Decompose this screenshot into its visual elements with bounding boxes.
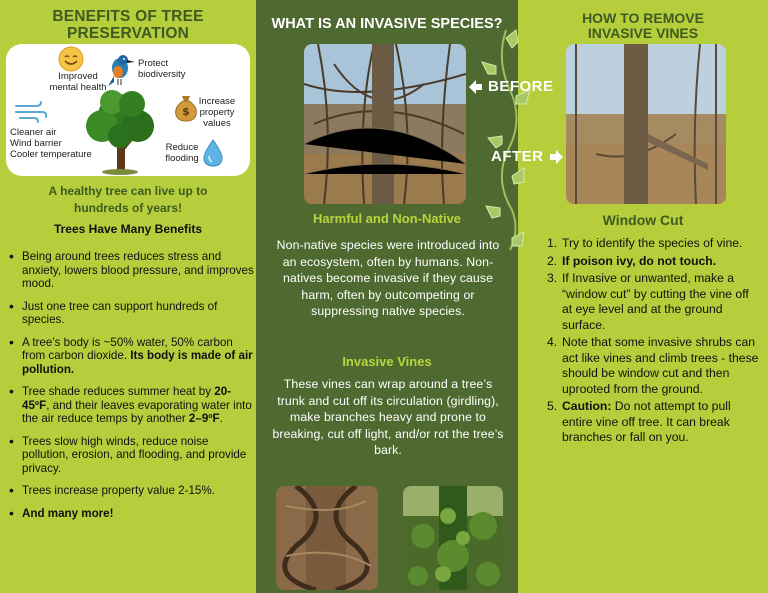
invasive-vines-subheading: Invasive Vines bbox=[342, 354, 432, 369]
biodiversity-label: Protect biodiversity bbox=[138, 58, 186, 80]
ivy-covered-tree-photo bbox=[403, 486, 503, 590]
list-item: 2. If poison ivy, do not touch. bbox=[547, 253, 717, 268]
invasive-species-heading: WHAT IS AN INVASIVE SPECIES? bbox=[271, 16, 503, 32]
clean-air-label: Cleaner air Wind barrier Cooler temperature bbox=[10, 127, 92, 160]
removal-steps-list bbox=[547, 236, 762, 448]
list-item: • Trees slow high winds, reduce noise pollution, erosion, and flooding, and provide privacy. bbox=[6, 435, 254, 476]
flooding-label: Reduce flooding bbox=[165, 142, 199, 164]
harmful-nonnative-subheading: Harmful and Non-Native bbox=[312, 211, 462, 226]
list-item: • Trees increase property value 2-15%. bbox=[6, 484, 254, 498]
window-cut-subheading: Window Cut bbox=[602, 212, 684, 228]
invasive-vines-paragraph: These vines can wrap around a tree’s trunk and cut off its circulation (girdling), make branches heavy and prone to breaking, cut off light, and/or rot the tree’s bark. bbox=[272, 377, 504, 457]
vine-on-trunk-photo bbox=[276, 486, 378, 590]
kingfisher-bird-icon bbox=[106, 52, 136, 88]
tree-lifespan-tagline: A healthy tree can live up to hundreds of years! bbox=[48, 184, 208, 215]
water-drop-icon bbox=[202, 138, 224, 168]
list-item: • Tree shade reduces summer heat by 20-45ºF, and their leaves evaporating water into the air reduce temps by another 2–9ºF. bbox=[6, 385, 254, 426]
mental-health-label: Improved mental health bbox=[49, 71, 107, 93]
list-item: • And many more! bbox=[6, 507, 254, 521]
before-photo bbox=[304, 44, 466, 204]
wind-icon bbox=[14, 100, 48, 124]
after-photo bbox=[566, 44, 726, 204]
arrow-left-icon bbox=[468, 79, 484, 95]
arrow-right-icon bbox=[548, 149, 564, 165]
list-item: • A tree’s body is ~50% water, 50% carbon from carbon dioxide. Its body is made of air pollution. bbox=[6, 336, 254, 377]
list-item: 4. Note that some invasive shrubs can act like vines and climb trees - these should be window cut and then uprooted from the ground. bbox=[547, 335, 759, 396]
before-label: BEFORE bbox=[468, 78, 554, 95]
after-label: AFTER bbox=[491, 148, 564, 165]
svg-text:$: $ bbox=[182, 105, 190, 118]
smiley-face-icon bbox=[58, 46, 84, 72]
nonnative-paragraph: Non-native species were introduced into an ecosystem, often by humans. Non-natives become invasive if they cause harm, often by outcompeting or suppressing native species. bbox=[276, 238, 500, 318]
list-item: 5. Caution: Do not attempt to pull entire vine off tree. It can break branches or fall on you. bbox=[547, 399, 731, 444]
tree-icon bbox=[80, 88, 162, 176]
benefits-subheading: Trees Have Many Benefits bbox=[53, 222, 203, 236]
list-item: • Just one tree can support hundreds of species. bbox=[6, 300, 254, 327]
remove-vines-heading: HOW TO REMOVE INVASIVE VINES bbox=[582, 10, 704, 41]
list-item: 1. Try to identify the species of vine. bbox=[547, 236, 743, 250]
list-item: • Being around trees reduces stress and anxiety, lowers blood pressure, and improves mood. bbox=[6, 250, 254, 291]
benefits-card bbox=[6, 44, 250, 176]
left-panel bbox=[0, 0, 256, 593]
benefits-list bbox=[6, 250, 254, 529]
list-item: 3. If Invasive or unwanted, make a “window cut” by cutting the vine off at eye level and at the ground surface. bbox=[547, 271, 749, 332]
property-values-label: Increase property values bbox=[198, 96, 236, 129]
left-heading: BENEFITS OF TREE PRESERVATION bbox=[52, 8, 204, 42]
